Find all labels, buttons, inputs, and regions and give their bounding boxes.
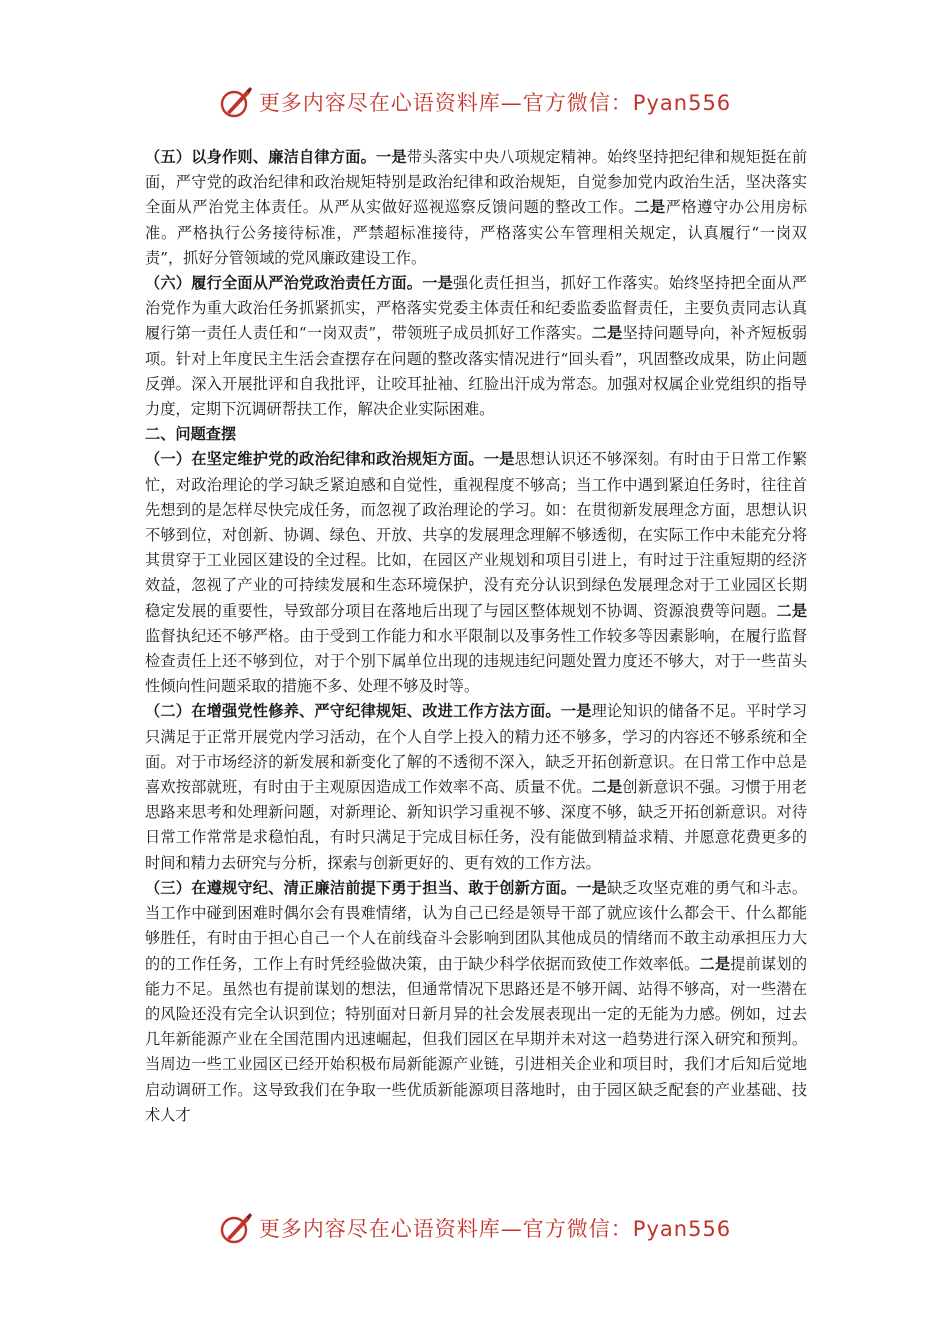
paragraph (145, 876, 807, 1128)
item-lead: 一是 (483, 450, 515, 469)
paragraph-heading: （二）在增强党性修养、严守纪律规矩、改进工作方法方面。 (145, 702, 561, 721)
watermark-text: 更多内容尽在心语资料库—官方微信：Pyan556 (258, 91, 732, 115)
paragraph (145, 699, 807, 875)
paragraph-text: 严格遵守办公用房标准。严格执行公务接待标准，严禁超标准接待，严格落实公车管理相关规定，认真履行“一岗双责”，抓好分管领域的党风廉政建设工作。 (145, 198, 808, 267)
paragraph-heading: （五）以身作则、廉洁自律方面。 (145, 148, 377, 166)
paragraph-text: 缺乏攻坚克难的勇气和斗志。当工作中碰到困难时偶尔会有畏难情绪，认为自己已经是领导干部了就应该什么都会干、什么都能够胜任，有时由于担心自己一个人在前线奋斗会影响到团队其他成员的情绪而不敢主动承担压力大的的工作任务，工作上有时凭经验做决策，由于缺少科学依据而致使工作效率低。 (145, 878, 808, 973)
item-lead: 二是 (591, 324, 623, 343)
paragraph (145, 447, 807, 699)
item-lead: 二是 (699, 954, 731, 973)
section-title: 二、问题查摆 (145, 425, 237, 444)
item-lead: 一是 (422, 274, 454, 293)
item-lead: 一是 (376, 148, 407, 166)
paragraph-heading: （六）履行全面从严治党政治责任方面。 (145, 274, 423, 293)
watermark-banner-top (0, 82, 950, 122)
paragraph-text: 监督执纪还不够严格。由于受到工作能力和水平限制以及事务性工作较多等因素影响，在履行监督检查责任上还不够到位，对于个别下属单位出现的违规违纪问题处置力度还不够大，对于一些苗头性倾向性问题采取的措施不多、处理不够及时等。 (145, 626, 807, 696)
paragraph-text: 强化责任担当，抓好工作落实。始终坚持把全面从严治党作为重大政治任务抓紧抓实，严格落实党委主体责任和纪委监委监督责任，主要负责同志认真履行第一责任人责任和“一岗双责”，带领班子成员抓好工作落实。 (145, 274, 808, 343)
paragraph (145, 271, 807, 422)
section-heading (145, 422, 807, 447)
paragraph-text: 坚持问题导向，补齐短板弱项。针对上年度民主生活会查摆存在问题的整改落实情况进行“回头看”，巩固整改成果，防止问题反弹。深入开展批评和自我批评，让咬耳扯袖、红脸出汗成为常态。加强对权属企业党组织的指导力度，定期下沉调研帮扶工作，解决企业实际困难。 (145, 324, 808, 419)
paragraph-text: 创新意识不强。习惯于用老思路来思考和处理新问题，对新理论、新知识学习重视不够、深度不够，缺乏开拓创新意识。对待日常工作常常是求稳怕乱，有时只满足于完成目标任务，没有能做到精益求精、并愿意花费更多的时间和精力去研究与分析，探索与创新更好的、更有效的工作方法。 (145, 778, 808, 872)
paragraph-text: 提前谋划的能力不足。虽然也有提前谋划的想法，但通常情况下思路还是不够开阔、站得不够高，对一些潜在的风险还没有完全认识到位；特别面对日新月异的社会发展表现出一定的无能为力感。例如，过去几年新能源产业在全国范围内迅速崛起，但我们园区在早期并未对这一趋势进行深入研究和预判。当周边一些工业园区已经开始积极布局新能源产业链，引进相关企业和项目时，我们才后知后觉地启动调研工作。这导致我们在争取一些优质新能源项目落地时，由于园区缺乏配套的产业基础、技术人才 (145, 954, 808, 1124)
paragraph-text: 带头落实中央八项规定精神。始终坚持把纪律和规矩挺在前面，严守党的政治纪律和政治规矩特别是政治纪律和政治规矩，自觉参加党内政治生活，坚决落实全面从严治党主体责任。从严从实做好巡视巡察反馈问题的整改工作。 (145, 148, 808, 217)
paragraph-text: 思想认识还不够深刻。有时由于日常工作繁忙，对政治理论的学习缺乏紧迫感和自觉性，重视程度不够高；当工作中遇到紧迫任务时，往往首先想到的是怎样尽快完成任务，而忽视了政治理论的学习。如：在贯彻新发展理念方面，思想认识不够到位，对创新、协调、绿色、开放、共享的发展理念理解不够透彻，在实际工作中未能充分将其贯穿于工业园区建设的全过程。比如，在园区产业规划和项目引进上，有时过于注重短期的经济效益，忽视了产业的可持续发展和生态环境保护，没有充分认识到绿色发展理念对于工业园区长期稳定发展的重要性，导致部分项目在落地后出现了与园区整体规划不协调、资源浪费等问题。 (145, 450, 808, 620)
paragraph-text: 理论知识的储备不足。平时学习只满足于正常开展党内学习活动，在个人自学上投入的精力还不够多，学习的内容还不够系统和全面。对于市场经济的新发展和新变化了解的不透彻不深入，缺乏开拓创新意识。在日常工作中总是喜欢按部就班，有时由于主观原因造成工作效率不高、质量不优。 (145, 702, 808, 797)
watermark-text: 更多内容尽在心语资料库—官方微信：Pyan556 (258, 1217, 732, 1241)
item-lead: 一是 (576, 878, 608, 897)
paragraph-heading: （三）在遵规守纪、清正廉洁前提下勇于担当、敢于创新方面。 (145, 878, 577, 897)
watermark-banner-bottom (0, 1208, 950, 1248)
item-lead: 二是 (591, 778, 623, 797)
item-lead: 二是 (776, 601, 808, 620)
paragraph-heading: （一）在坚定维护党的政治纪律和政治规矩方面。 (145, 450, 484, 469)
pen-logo-icon (219, 85, 253, 119)
item-lead: 一是 (560, 702, 592, 721)
document-body (145, 145, 807, 1128)
paragraph (145, 145, 807, 271)
item-lead: 二是 (634, 198, 666, 217)
pen-logo-icon (219, 1211, 253, 1245)
